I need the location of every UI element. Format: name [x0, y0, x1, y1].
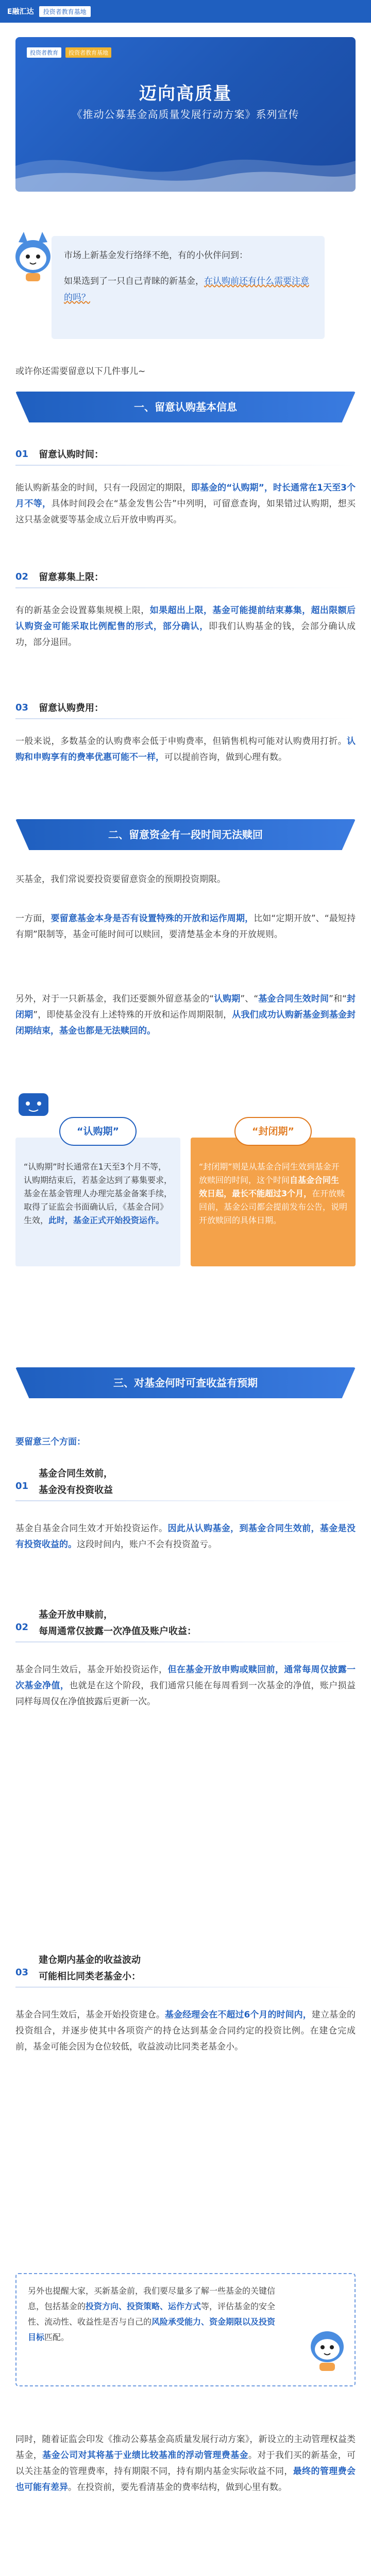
- subsection-label: [39, 1607, 196, 1637]
- hero-title: 迈向高质量: [139, 83, 232, 104]
- intro-question-text: 如果选到了一只自己青睐的新基金，: [64, 276, 204, 286]
- subscription-period-card: [15, 1138, 180, 1266]
- paragraph: [15, 603, 356, 651]
- tip-emphasis: 投资方向、投资策略、运作方式: [86, 2301, 201, 2311]
- intro-card: [52, 236, 325, 339]
- paragraph-emphasis: 认购和申购享有的费率优惠可能不一样，: [15, 736, 356, 762]
- card-emphasis: 此时，基金正式开始投资运作。: [48, 1215, 164, 1225]
- intro-question: [64, 273, 312, 306]
- paragraph-text: 。对于我们买的新基金，可以关注基金的管理费率，持有期限不同，持有期内基金实际收益不同，: [15, 2450, 356, 2477]
- paragraph: [15, 480, 356, 528]
- brand-tag: 投资者教育基地: [39, 6, 91, 17]
- paragraph-text: 基金自基金合同生效才开始投资运作。: [15, 1523, 168, 1534]
- subsection-label-line: 建仓期内基金的收益波动: [39, 1955, 141, 1965]
- subsection-heading: [15, 570, 104, 583]
- section-title: 三、对基金何时可查收益有预期: [113, 1377, 258, 1389]
- closing-paragraph: [15, 2432, 356, 2496]
- intro-question-highlight: 在认购前还有什么需要注意的吗？: [64, 276, 309, 303]
- section-header-2: [15, 819, 356, 850]
- paragraph-text: ”和“: [329, 994, 347, 1004]
- brand-bar: [0, 0, 371, 23]
- paragraph-emphasis: 但在基金开放申购或赎回前，通常每周仅披露一次基金净值，: [15, 1665, 356, 1691]
- mascot-icon: [8, 227, 58, 283]
- subsection-label: [39, 1953, 141, 1982]
- tip-text: 另外也提醒大家，买新基金前，我们要尽量多了解一些基金的关键信息，包括基金的: [28, 2286, 276, 2311]
- subsection-number: 03: [15, 1967, 29, 1978]
- subsection-number: 03: [15, 702, 29, 713]
- card-emphasis: 自基金合同生效日起，最长不能超过3个月，: [199, 1175, 340, 1198]
- paragraph-emphasis: 要留意基金本身是否有设置特殊的开放和运作周期，: [50, 913, 254, 924]
- paragraph-text: 可以提前咨询，做到心理有数。: [164, 752, 287, 762]
- paragraph: [15, 2007, 356, 2055]
- hero-wave-decoration: [15, 130, 356, 192]
- mascot-tip-icon: [304, 2318, 350, 2375]
- subsection-divider: [15, 1987, 356, 1988]
- tip-text: 匹配。: [44, 2332, 70, 2342]
- subscription-period-pill: “认购期”: [59, 1117, 137, 1146]
- paragraph-text: 另外，对于一只新基金，我们还要额外留意基金的“: [15, 994, 214, 1004]
- closed-period-pill: “封闭期”: [234, 1117, 312, 1146]
- subsection-number: 02: [15, 571, 29, 582]
- paragraph-emphasis: 如果超出上限，基金可能提前结束募集，超出限额后认购资金可能采取比例配售的形式，部分确认，: [15, 605, 356, 632]
- brand-logo: E融汇达: [7, 8, 34, 16]
- subsection-label: [39, 1466, 113, 1496]
- card-text: “认购期”时长通常在1天至3个月不等，认购期结束后，若基金达到了募集要求，基金在基金管理人办理完基金备案手续，取得了证监会书面确认后，《基金合同》生效，: [24, 1162, 173, 1225]
- paragraph-emphasis: 基金经理会在不超过6个月的时间内，: [164, 2010, 312, 2020]
- paragraph-emphasis: 因此从认购基金，到基金合同生效前，基金是没有投资收益的。: [15, 1523, 356, 1550]
- paragraph: [15, 1662, 356, 1710]
- section-title: 一、留意认购基本信息: [134, 401, 237, 413]
- paragraph-text: 比如“定期开放”、“最短持有期”限制等，基金可能时间可以赎回，要清楚基金本身的开放规则。: [15, 913, 356, 940]
- subsection-label: 留意募集上限：: [39, 572, 104, 583]
- paragraph-emphasis: 即基金的“认购期”，时长通常在1天至3个月不等，: [15, 483, 356, 509]
- subsection-label-line: 可能相比同类老基金小：: [39, 1971, 141, 1982]
- subsection-number: 01: [15, 448, 29, 460]
- subsection-label-line: 基金没有投资收益: [39, 1485, 113, 1496]
- hero-banner: [15, 37, 356, 192]
- subsection-heading: [15, 1953, 141, 1982]
- section-lead: 要留意三个方面：: [15, 1437, 86, 1447]
- paragraph-emphasis: 认购期: [213, 994, 241, 1004]
- subsection-divider: [15, 718, 356, 719]
- paragraph-text: 具体时间段会在“基金发售公告”中列明，可留意查询，如果错过认购期，想买这只基金就要等基金成立后开放申购再买。: [15, 499, 356, 525]
- paragraph-emphasis: 基金合同生效时间: [258, 994, 329, 1004]
- paragraph-text: 同时，随着证监会印发《推动公募基金高质量发展行动方案》，新设立的主动管理权益类基金，: [15, 2434, 356, 2461]
- paragraph-text: 也就是在这个阶段，我们通常只能在每周看到一次基金的净值，账户损益同样每周仅在净值披露后更新一次。: [15, 1681, 356, 1707]
- paragraph: [15, 734, 356, 766]
- hero-badge: 投资者教育: [27, 47, 61, 58]
- subsection-heading: [15, 1607, 196, 1637]
- subsection-label-line: 基金合同生效前，: [39, 1468, 113, 1479]
- intro-line: 市场上新基金发行络绎不绝，有的小伙伴问到：: [64, 250, 248, 261]
- paragraph: 买基金，我们常说要投资要留意资金的预期投资期限。: [15, 874, 226, 885]
- closed-period-card: [191, 1138, 356, 1266]
- paragraph: [15, 991, 356, 1039]
- paragraph-emphasis: 基金公司对其将基于业绩比较基准的浮动管理费基金: [42, 2450, 248, 2461]
- subsection-label: 留意认购时间：: [39, 449, 104, 460]
- card-text: 在开放赎回前，基金公司都会提前发布公告，说明开放赎回的具体日期。: [199, 1189, 348, 1225]
- hero-badge: 投资者教育基地: [65, 47, 111, 58]
- paragraph-text: 基金合同生效后，基金开始投资建仓。: [15, 2010, 165, 2020]
- tip-text: 等，评估基金的安全性、流动性、收益性是否与自己的: [28, 2301, 276, 2327]
- paragraph-text: ”、“: [240, 994, 259, 1004]
- subsection-label-line: 基金开放申赎前，: [39, 1609, 113, 1620]
- paragraph-text: 能认购新基金的时间，只有一段固定的期限，: [15, 483, 192, 493]
- paragraph-emphasis: 从我们成功认购新基金到基金封闭期结束，基金也都是无法赎回的。: [15, 1010, 356, 1036]
- section-header-1: [15, 392, 356, 422]
- paragraph-text: 建立基金的投资组合，并逐步使其中各项资产的持仓达到基金合同约定的投资比例。在建仓完成前，基金可能会因为仓位较低，收益波动比同类老基金小。: [15, 2010, 356, 2052]
- hero-subtitle: 《推动公募基金高质量发展行动方案》系列宣传: [72, 108, 299, 121]
- subsection-label: 留意认购费用：: [39, 703, 104, 714]
- hero-badges: [27, 47, 111, 58]
- paragraph-text: 即我们认购基金的钱，会部分确认成功，部分退回。: [15, 621, 356, 648]
- subsection-divider: [15, 1500, 356, 1501]
- subsection-heading: [15, 701, 104, 714]
- paragraph-text: 有的新基金会设置募集规模上限，: [15, 605, 150, 616]
- mascot-small-icon: [15, 1088, 52, 1119]
- paragraph: [15, 911, 356, 943]
- period-comparison: [15, 1117, 356, 1272]
- tip-emphasis: 风险承受能力、资金期限以及投资目标: [28, 2317, 276, 2342]
- paragraph-text: 基金合同生效后，基金开始投资运作，: [15, 1665, 168, 1675]
- paragraph-text: ”，即使基金没有上述特殊的开放和运作周期限制，: [33, 1010, 232, 1020]
- subsection-label-line: 每周通常仅披露一次净值及账户收益：: [39, 1626, 197, 1637]
- section-header-3: [15, 1367, 356, 1398]
- subsection-divider: [15, 465, 356, 466]
- card-text: “封闭期”则是从基金合同生效到基金开放赎回的时间，这个时间: [199, 1162, 340, 1185]
- paragraph-emphasis: 封闭期: [15, 994, 356, 1020]
- subsection-divider: [15, 1641, 356, 1642]
- paragraph-text: 这段时间内，账户不会有投资盈亏。: [77, 1539, 217, 1550]
- paragraph-text: 一般来说，多数基金的认购费率会低于申购费率，但销售机构可能对认购费用打折。: [15, 736, 347, 747]
- paragraph-text: 。在投资前，要先看清基金的费率结构，做到心里有数。: [68, 2482, 287, 2493]
- section-title: 二、留意资金有一段时间无法赎回: [108, 828, 263, 841]
- paragraph-emphasis: 最终的管理费会也可能有差异: [15, 2466, 356, 2493]
- subsection-divider: [15, 587, 356, 588]
- subsection-number: 01: [15, 1481, 29, 1492]
- lead-text: 或许你还需要留意以下几件事儿~: [15, 366, 146, 377]
- subsection-number: 02: [15, 1622, 29, 1633]
- subsection-heading: [15, 447, 104, 461]
- subsection-heading: [15, 1466, 113, 1496]
- paragraph-text: 一方面，: [15, 913, 51, 924]
- paragraph: [15, 1521, 356, 1553]
